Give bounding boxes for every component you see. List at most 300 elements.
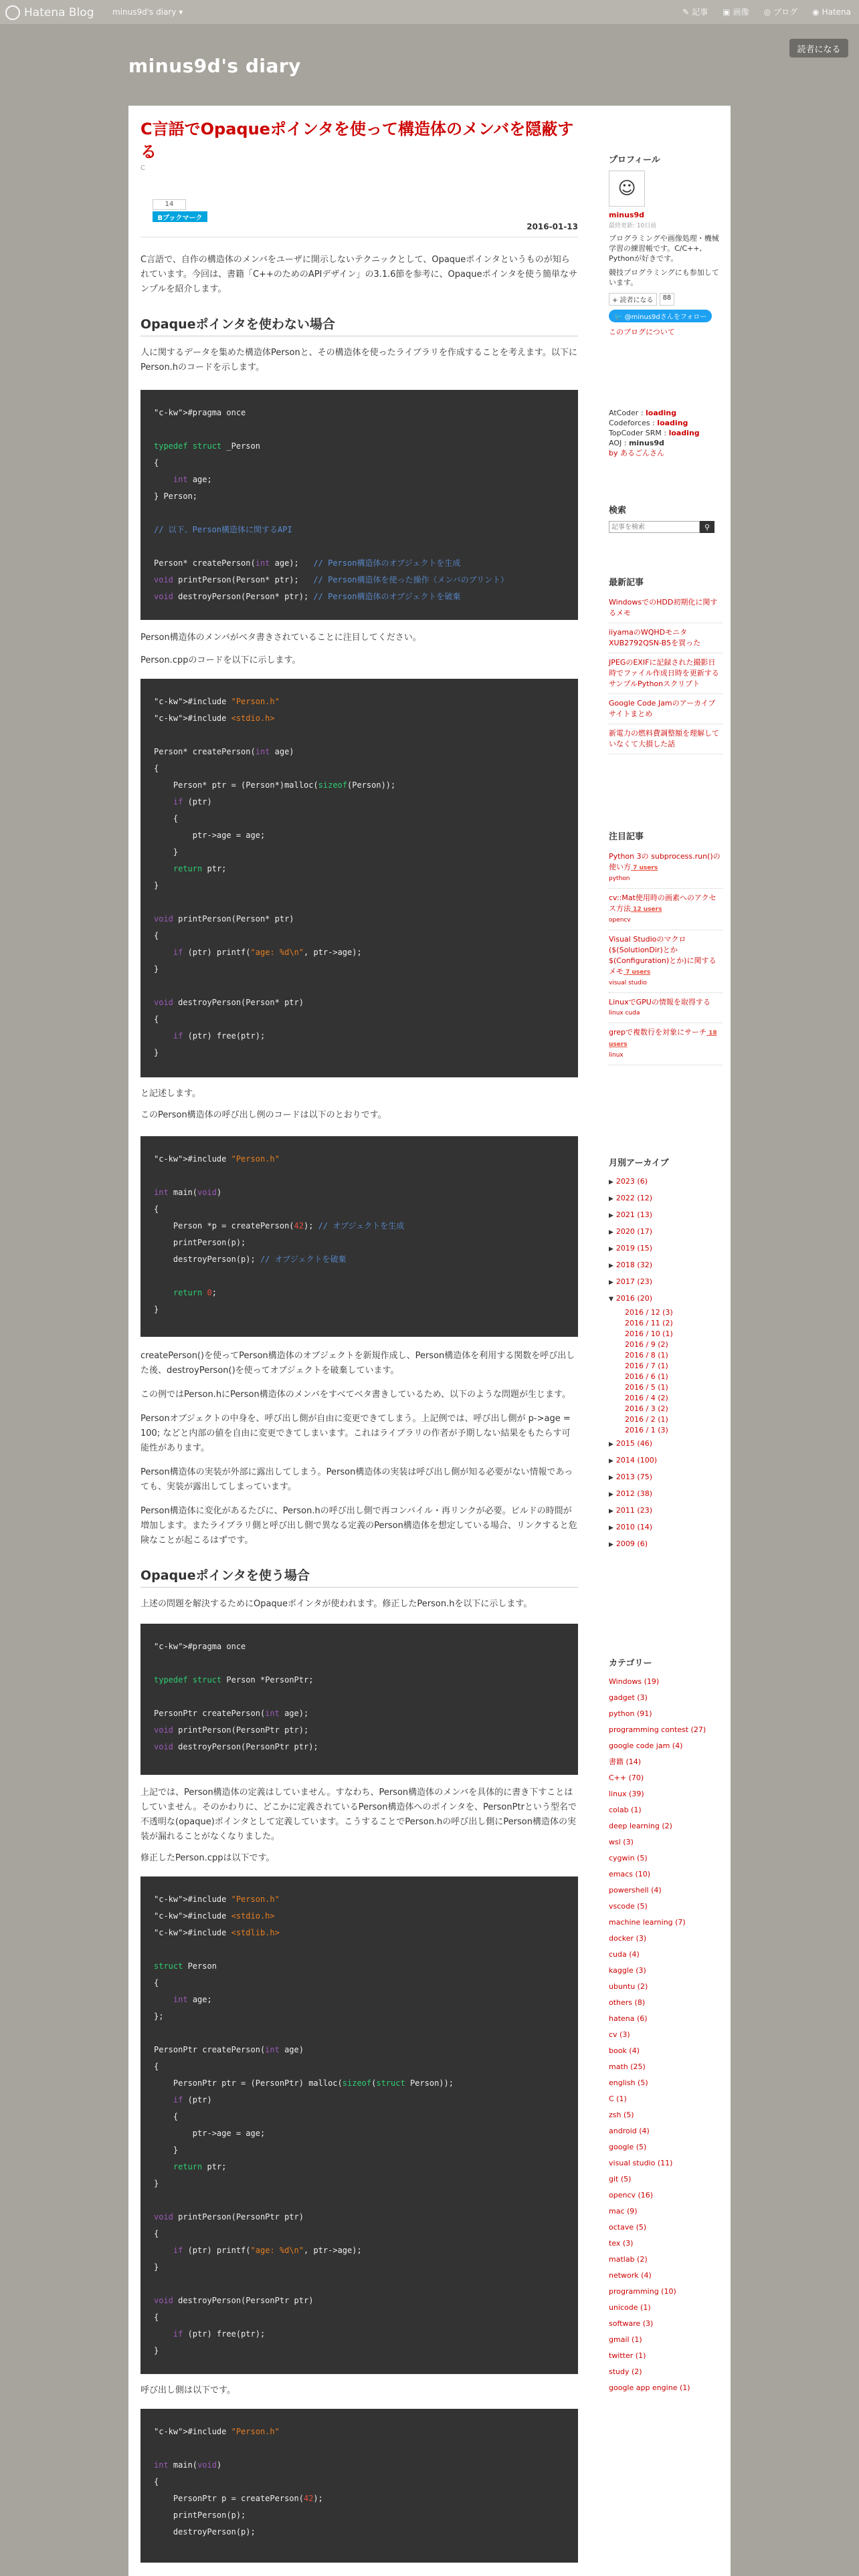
category-link[interactable]: C (1) xyxy=(609,2095,627,2103)
code-line: } xyxy=(154,964,159,974)
code-line: if (ptr) xyxy=(173,797,212,807)
code-line: PersonPtr p = createPerson(42); xyxy=(154,2494,323,2503)
category-link[interactable]: study (2) xyxy=(609,2367,642,2376)
archive-month[interactable]: 2016 / 3 (2) xyxy=(625,1404,668,1413)
triangle-right-icon[interactable]: ▶ xyxy=(609,1491,613,1498)
code-line: void printPerson(Person* ptr); // Person構造体を使った操作（メンバのプリント） xyxy=(154,575,509,584)
search-input[interactable] xyxy=(609,521,700,533)
code-line: "c-kw">#include "Person.h" xyxy=(154,2427,280,2436)
code-block xyxy=(140,679,578,1077)
bookmark-users-count[interactable]: 18 users xyxy=(609,1030,717,1048)
code-line: void destroyPerson(PersonPtr ptr) xyxy=(154,2296,314,2305)
profile-name[interactable]: minus9d xyxy=(609,211,644,219)
profile-description-2: 競技プログラミングにも参加しています。 xyxy=(609,268,719,287)
code-line: return ptr; xyxy=(173,864,227,873)
code-line: "c-kw">#pragma once xyxy=(154,1642,246,1651)
code-line: { xyxy=(154,1204,159,1214)
category-link[interactable]: Windows (19) xyxy=(609,1677,660,1686)
code-line: Person* ptr = (Person*)malloc(sizeof(Person)); xyxy=(154,780,396,790)
category-link[interactable]: octave (5) xyxy=(609,2223,647,2232)
code-line: Person* createPerson(int age); // Person構造体のオブジェクトを生成 xyxy=(154,558,461,568)
entry-body xyxy=(140,243,578,2563)
archive-month[interactable]: 2016 / 5 (1) xyxy=(625,1383,668,1392)
hatena-bookmark-button[interactable]: Bブックマーク xyxy=(153,211,207,222)
code-line: { xyxy=(154,931,159,940)
triangle-right-icon[interactable]: ▶ xyxy=(609,1441,613,1448)
category-link[interactable]: git (5) xyxy=(609,2175,632,2183)
category-link[interactable]: zsh (5) xyxy=(609,2111,634,2119)
code-line: void destroyPerson(PersonPtr ptr); xyxy=(154,1742,318,1751)
bookmark-users-count[interactable]: 7 users xyxy=(631,865,658,871)
popular-article-tag[interactable]: opencv xyxy=(609,917,631,924)
archive-year-label[interactable]: 2019 (15) xyxy=(615,1244,652,1253)
archive-year-label[interactable]: 2022 (12) xyxy=(615,1194,652,1202)
category-module xyxy=(609,1656,723,2396)
profile-heading: プロフィール xyxy=(609,155,660,165)
code-line xyxy=(154,1941,565,1958)
category-link[interactable]: software (3) xyxy=(609,2319,654,2328)
global-header xyxy=(0,0,859,24)
code-line: Person *p = createPerson(42); // オブジェクトを生成 xyxy=(154,1221,405,1230)
search-heading: 検索 xyxy=(609,506,627,516)
archive-year-label[interactable]: 2015 (46) xyxy=(615,1439,652,1448)
triangle-right-icon[interactable]: ▶ xyxy=(609,1508,613,1515)
popular-article-title[interactable]: cv::Mat使用時の画素へのアクセス方法 xyxy=(609,893,717,913)
nav-blog[interactable]: ◎ ブログ xyxy=(763,7,798,17)
category-link[interactable]: docker (3) xyxy=(609,1934,647,1943)
popular-heading: 注目記事 xyxy=(609,832,644,842)
paragraph: Personオブジェクトの中身を、呼び出し側が自由に変更できてしまう。上記例では、呼び出し側が p->age = 100; などと内部の値を自由に変更できてしまいます。これはライブラリの作者が予期しない結果をもたらす可能性があります。 xyxy=(140,1414,571,1453)
category-link[interactable]: others (8) xyxy=(609,1998,646,2007)
code-line: if (ptr) free(ptr); xyxy=(173,2329,266,2339)
code-line: struct Person xyxy=(154,1961,217,1971)
code-line: "c-kw">#pragma once xyxy=(154,408,246,417)
header-blog-name[interactable]: minus9d's diary ▾ xyxy=(112,7,183,17)
code-line xyxy=(154,978,565,994)
code-block xyxy=(140,390,578,620)
paragraph: 修正したPerson.cppは以下です。 xyxy=(140,1853,275,1863)
archive-month[interactable]: 2016 / 4 (2) xyxy=(625,1394,668,1402)
code-line: PersonPtr ptr = (PersonPtr) malloc(sizeof(struct Person)); xyxy=(154,2078,454,2088)
rating-value[interactable]: loading xyxy=(657,419,688,427)
category-link[interactable]: 書籍 (14) xyxy=(609,1757,642,1766)
hatena-blog-logo[interactable] xyxy=(5,5,94,20)
code-line: PersonPtr createPerson(int age); xyxy=(154,1709,309,1718)
category-link[interactable]: wsl (3) xyxy=(609,1838,634,1846)
recent-article-link[interactable]: WindowsでのHDD初期化に関するメモ xyxy=(609,593,723,623)
code-line: "c-kw">#include "Person.h" xyxy=(154,697,280,706)
code-line xyxy=(154,421,565,438)
code-line: destroyPerson(p); // オブジェクトを破棄 xyxy=(154,1255,347,1264)
archive-month[interactable]: 2016 / 10 (1) xyxy=(625,1329,673,1338)
popular-article-title[interactable]: Python 3の subprocess.run()の使い方 xyxy=(609,852,721,871)
category-link[interactable]: twitter (1) xyxy=(609,2351,646,2360)
code-block xyxy=(140,1624,578,1775)
category-link[interactable]: google app engine (1) xyxy=(609,2383,690,2392)
category-link[interactable]: deep learning (2) xyxy=(609,1822,672,1830)
header-nav xyxy=(682,6,851,17)
header-blog-name-text: minus9d's diary xyxy=(112,7,177,17)
profile-last-updated: 最終更新: 10日前 xyxy=(609,223,657,229)
section-heading: Opaqueポインタを使わない場合 xyxy=(140,317,578,336)
rating-value[interactable]: loading xyxy=(668,429,700,437)
code-line: typedef struct Person *PersonPtr; xyxy=(154,1675,314,1685)
archive-year-label[interactable]: 2012 (38) xyxy=(615,1489,652,1498)
hatena-logo-icon xyxy=(5,5,20,20)
code-line: PersonPtr createPerson(int age) xyxy=(154,2045,304,2054)
code-line: { xyxy=(154,1978,159,1988)
recent-heading: 最新記事 xyxy=(609,578,644,588)
code-line: void printPerson(Person* ptr) xyxy=(154,914,294,924)
code-line: } xyxy=(154,2179,159,2188)
archive-year-label[interactable]: 2020 (17) xyxy=(615,1227,652,1236)
rating-label: AtCoder : xyxy=(609,409,644,417)
rating-codeforces xyxy=(609,418,723,428)
profile-module xyxy=(609,152,723,337)
nav-write[interactable]: ✎ 記事 xyxy=(682,7,708,17)
code-line: } xyxy=(154,2262,159,2272)
code-line: } xyxy=(154,847,179,857)
popular-article-title[interactable]: LinuxでGPUの情報を取得する xyxy=(609,998,710,1006)
archive-year[interactable] xyxy=(609,1190,723,1207)
recent-module xyxy=(609,575,723,754)
entry-title[interactable]: C言語でOpaqueポインタを使って構造体のメンバを隠蔽する xyxy=(140,120,574,161)
paragraph: このPerson構造体の呼び出し例のコードは以下のとおりです。 xyxy=(140,1110,387,1120)
code-line xyxy=(154,1168,565,1184)
category-link[interactable]: english (5) xyxy=(609,2078,648,2087)
archive-year[interactable] xyxy=(609,1291,723,1307)
section-heading: Opaqueポインタを使う場合 xyxy=(140,1568,578,1588)
entry-date[interactable]: 2016-01-13 xyxy=(527,222,578,231)
category-link[interactable]: powershell (4) xyxy=(609,1886,662,1895)
page-container xyxy=(128,106,731,2576)
code-line: { xyxy=(154,2112,179,2121)
popular-article[interactable] xyxy=(609,1023,723,1065)
code-line xyxy=(154,505,565,522)
archive-month[interactable]: 2016 / 1 (3) xyxy=(625,1426,668,1434)
rating-value[interactable]: minus9d xyxy=(628,439,664,447)
category-link[interactable]: gmail (1) xyxy=(609,2335,642,2344)
code-line: void printPerson(PersonPtr ptr); xyxy=(154,1725,309,1735)
code-line: ptr->age = age; xyxy=(154,2129,266,2138)
popular-article[interactable] xyxy=(609,847,723,889)
code-block xyxy=(140,1876,578,2374)
ratings-credit[interactable]: by あるごんさん xyxy=(609,449,664,457)
code-line xyxy=(154,2025,565,2042)
category-link[interactable]: gadget (3) xyxy=(609,1693,648,1702)
archive-year-label[interactable]: 2021 (13) xyxy=(615,1210,652,1219)
code-line: { xyxy=(154,1014,159,1024)
blog-title[interactable]: minus9d's diary xyxy=(128,55,301,77)
paragraph: 上記では、Person構造体の定義はしていません。すなわち、Person構造体のメンバを具体的に書き下すことはしていません。そのかわりに、どこかに定義されているPerson構造体へのポインタを、PersonPtrという型名で不透明な(opaque)ポインタとして定義しています。こうすることでPerson.hの呼び出し側にPerson構造体の実装が漏れることがなくなりました。 xyxy=(140,1788,577,1842)
triangle-right-icon[interactable]: ▶ xyxy=(609,1179,613,1186)
code-line: { xyxy=(154,814,179,823)
entry-category[interactable]: C xyxy=(140,165,145,172)
subscribe-row xyxy=(609,293,723,306)
code-line: if (ptr) printf("age: %d\n", ptr->age); xyxy=(173,948,362,957)
category-link[interactable]: machine learning (7) xyxy=(609,1918,686,1927)
archive-year[interactable] xyxy=(609,1274,723,1291)
profile-description: プログラミングや画像処理・機械学習の練習帳です。C/C++, Pythonが好きです。 xyxy=(609,234,719,263)
bookmark-users-count[interactable]: 7 users xyxy=(624,969,651,976)
category-link[interactable]: cv (3) xyxy=(609,2030,630,2039)
triangle-right-icon[interactable]: ▶ xyxy=(609,1229,613,1236)
category-link[interactable]: google code jam (4) xyxy=(609,1741,683,1750)
code-line: }; xyxy=(154,2012,164,2021)
archive-year[interactable] xyxy=(609,1453,723,1469)
code-line: { xyxy=(154,764,159,773)
code-line: void destroyPerson(Person* ptr); // Person構造体のオブジェクトを破棄 xyxy=(154,592,461,601)
archive-year[interactable] xyxy=(609,1469,723,1486)
paragraph: createPerson()を使ってPerson構造体のオブジェクトを新規作成し、Person構造体を利用する関数を呼び出した後、destroyPerson()を使ってオブジェクトを破棄しています。 xyxy=(140,1351,575,1376)
search-icon[interactable]: ⚲ xyxy=(700,521,714,533)
rating-label: Codeforces : xyxy=(609,419,655,427)
popular-article-tag[interactable]: linux cuda xyxy=(609,1010,640,1016)
code-line: return ptr; xyxy=(173,2162,227,2171)
category-heading: カテゴリー xyxy=(609,1658,652,1669)
code-line: int main(void) xyxy=(154,2460,222,2470)
category-link[interactable]: unicode (1) xyxy=(609,2303,651,2312)
category-link[interactable]: network (4) xyxy=(609,2271,652,2280)
triangle-right-icon[interactable]: ▶ xyxy=(609,1458,613,1465)
paragraph: C言語で、自作の構造体のメンバをユーザに開示しないテクニックとして、Opaqueポインタというものが知られています。今回は、書籍「C++のためのAPIデザイン」の3.1.6節を参考に、Opaqueポインタを使う簡単なサンプルを紹介します。 xyxy=(140,255,577,294)
category-link[interactable]: programming contest (27) xyxy=(609,1725,706,1734)
code-line: if (ptr) free(ptr); xyxy=(173,1031,266,1041)
paragraph: と記述します。 xyxy=(140,1089,201,1099)
twitter-bird-icon: 🐦 xyxy=(614,314,625,321)
category-link[interactable]: opencv (16) xyxy=(609,2191,654,2199)
rating-value[interactable]: loading xyxy=(646,409,677,417)
code-line: if (ptr) printf("age: %d\n", ptr->age); xyxy=(173,2246,362,2255)
twitter-follow-label: @minus9dさんをフォロー xyxy=(624,314,707,321)
popular-article-title[interactable]: Visual Studioのマクロ($(SolutionDir)とか$(Configuration)とか)に関するメモ xyxy=(609,935,717,976)
code-line xyxy=(154,2440,565,2457)
triangle-right-icon[interactable]: ▶ xyxy=(609,1541,613,1548)
code-line: { xyxy=(154,2062,159,2071)
code-line: int main(void) xyxy=(154,1188,222,1197)
paragraph: この例ではPerson.hにPerson構造体のメンバをすべてベタ書きしているため、以下のような問題が生じます。 xyxy=(140,1390,571,1400)
triangle-right-icon[interactable]: ▶ xyxy=(609,1279,613,1286)
triangle-right-icon[interactable]: ▶ xyxy=(609,1475,613,1481)
entry xyxy=(140,106,578,2537)
recent-article-link[interactable]: Google Code Jamのアーカイブサイトまとめ xyxy=(609,694,723,724)
code-line: } xyxy=(154,1048,159,1057)
popular-article[interactable] xyxy=(609,993,723,1023)
triangle-right-icon[interactable]: ▶ xyxy=(609,1263,613,1269)
category-link[interactable]: visual studio (11) xyxy=(609,2159,673,2167)
code-line: "c-kw">#include <stdio.h> xyxy=(154,714,275,723)
code-block xyxy=(140,1136,578,1337)
code-line: } xyxy=(154,881,159,890)
code-block xyxy=(140,2409,578,2563)
nav-images-label: 画像 xyxy=(733,7,749,17)
popular-article-tag[interactable]: linux xyxy=(609,1052,624,1059)
archive-month[interactable]: 2016 / 8 (1) xyxy=(625,1351,668,1360)
nav-hatena-label: Hatena xyxy=(822,7,851,17)
code-line: { xyxy=(154,458,159,467)
code-line: Person* createPerson(int age) xyxy=(154,747,294,756)
category-link[interactable]: programming (10) xyxy=(609,2287,676,2296)
category-link[interactable]: matlab (2) xyxy=(609,2255,648,2264)
code-line: int age; xyxy=(173,475,212,484)
archive-month[interactable]: 2016 / 6 (1) xyxy=(625,1372,668,1381)
code-line: destroyPerson(p); xyxy=(154,2527,256,2537)
nav-write-label: 記事 xyxy=(692,7,708,17)
code-line: return 0; xyxy=(173,1288,217,1297)
archive-month[interactable]: 2016 / 12 (3) xyxy=(625,1308,673,1317)
code-line xyxy=(154,538,565,555)
search-module xyxy=(609,503,723,533)
archive-month[interactable]: 2016 / 2 (1) xyxy=(625,1415,668,1424)
archive-year-label[interactable]: 2009 (6) xyxy=(615,1539,648,1548)
archive-month[interactable]: 2016 / 9 (2) xyxy=(625,1340,668,1349)
archive-year[interactable] xyxy=(609,1207,723,1224)
code-line xyxy=(154,1268,565,1285)
rating-topcoder xyxy=(609,428,723,438)
category-link[interactable]: vscode (5) xyxy=(609,1902,648,1911)
triangle-right-icon[interactable]: ▶ xyxy=(609,1212,613,1219)
code-line: printPerson(p); xyxy=(154,1238,246,1247)
paragraph: 人に関するデータを集めた構造体Personと、その構造体を使ったライブラリを作成することを考えます。以下にPerson.hのコードを示します。 xyxy=(140,348,577,372)
code-line xyxy=(154,2192,565,2209)
code-line: { xyxy=(154,2477,159,2486)
archive-year[interactable] xyxy=(609,1174,723,1190)
archive-year[interactable] xyxy=(609,1241,723,1257)
code-line: { xyxy=(154,2229,159,2238)
category-link[interactable]: google (5) xyxy=(609,2143,647,2151)
archive-year[interactable] xyxy=(609,1486,723,1503)
archive-year-label[interactable]: 2011 (23) xyxy=(615,1506,652,1515)
archive-year-label[interactable]: 2016 (20) xyxy=(615,1294,652,1303)
category-link[interactable]: emacs (10) xyxy=(609,1870,651,1879)
code-line: void destroyPerson(Person* ptr) xyxy=(154,998,304,1007)
popular-article[interactable] xyxy=(609,889,723,930)
subscriber-count: 88 xyxy=(660,293,675,306)
hatena-blog-logo-text: Hatena Blog xyxy=(24,6,94,19)
category-link[interactable]: C++ (70) xyxy=(609,1774,644,1782)
code-line xyxy=(154,1655,565,1672)
archive-month[interactable]: 2016 / 7 (1) xyxy=(625,1362,668,1370)
code-line: { xyxy=(154,2313,159,2322)
archive-year[interactable] xyxy=(609,1519,723,1536)
subscribe-button[interactable]: 読者になる xyxy=(789,39,848,58)
paragraph: Person構造体のメンバがベタ書きされていることに注目してください。 xyxy=(140,633,421,643)
code-line: } xyxy=(154,2145,179,2155)
category-link[interactable]: cygwin (5) xyxy=(609,1854,648,1862)
triangle-right-icon[interactable]: ▶ xyxy=(609,1246,613,1253)
recent-article-link[interactable]: 新電力の燃料費調整額を理解していなくて大損した話 xyxy=(609,724,723,754)
popular-article-title[interactable]: grepで複数行を対象にサーチ xyxy=(609,1028,707,1037)
code-line: "c-kw">#include <stdio.h> xyxy=(154,1911,275,1921)
recent-article-link[interactable]: iiyamaのWQHDモニタXUB2792QSN-B5を買った xyxy=(609,623,723,653)
category-link[interactable]: book (4) xyxy=(609,2046,640,2055)
archive-year[interactable] xyxy=(609,1436,723,1453)
archive-year[interactable] xyxy=(609,1257,723,1274)
popular-module xyxy=(609,829,723,1065)
code-line xyxy=(154,2276,565,2292)
paragraph: Person.cppのコードを以下に示します。 xyxy=(140,655,301,665)
archive-year[interactable] xyxy=(609,1503,723,1519)
archive-month[interactable]: 2016 / 11 (2) xyxy=(625,1319,673,1327)
paragraph: Person構造体に変化があるたびに、Person.hの呼び出し側で再コンパイル・再リンクが必要。ビルドの時間が増加します。またライブラリ側と呼び出し側で異なる定義のPerson構造体を想定している場合、リンクすると危険なことが起こるはずです。 xyxy=(140,1506,577,1545)
paragraph: 呼び出し側は以下です。 xyxy=(140,2385,235,2395)
code-line: } Person; xyxy=(154,492,198,501)
code-line: // 以下、Person構造体に関するAPI xyxy=(154,525,292,534)
archive-year-label[interactable]: 2014 (100) xyxy=(615,1456,657,1465)
triangle-right-icon[interactable]: ▶ xyxy=(609,1525,613,1531)
about-link[interactable]: このブログについて xyxy=(609,328,675,336)
popular-article[interactable] xyxy=(609,930,723,993)
archive-year-label[interactable]: 2013 (75) xyxy=(615,1473,652,1481)
ratings-module xyxy=(609,408,723,458)
code-line: void printPerson(PersonPtr ptr) xyxy=(154,2212,304,2222)
bookmark-count[interactable]: 14 xyxy=(153,199,186,210)
archive-year-label[interactable]: 2023 (6) xyxy=(615,1177,648,1186)
code-line: typedef struct _Person xyxy=(154,441,260,451)
category-link[interactable]: colab (1) xyxy=(609,1806,642,1814)
category-link[interactable]: ubuntu (2) xyxy=(609,1982,648,1991)
archive-year-label[interactable]: 2017 (23) xyxy=(615,1277,652,1286)
archive-module xyxy=(609,1156,723,1553)
code-line: "c-kw">#include <stdlib.h> xyxy=(154,1928,280,1937)
rating-label: AOJ : xyxy=(609,439,627,447)
triangle-right-icon[interactable]: ▶ xyxy=(609,1196,613,1202)
recent-article-link[interactable]: JPEGのEXIFに記録された撮影日時でファイル作成日時を更新するサンプルPythonスクリプト xyxy=(609,653,723,694)
category-link[interactable]: python (91) xyxy=(609,1709,652,1718)
code-line: } xyxy=(154,2346,159,2355)
nav-hatena[interactable]: ◉ Hatena xyxy=(812,7,851,17)
archive-year-label[interactable]: 2010 (14) xyxy=(615,1523,652,1531)
code-line xyxy=(154,1689,565,1705)
popular-article-tag[interactable]: python xyxy=(609,875,630,882)
code-line: "c-kw">#include "Person.h" xyxy=(154,1154,280,1164)
archive-heading: 月別アーカイブ xyxy=(609,1158,669,1168)
code-line xyxy=(154,727,565,744)
category-link[interactable]: tex (3) xyxy=(609,2239,634,2248)
rating-aoj xyxy=(609,438,723,448)
code-line xyxy=(154,894,565,911)
code-line: int age; xyxy=(173,1995,212,2004)
code-line: printPerson(p); xyxy=(154,2510,246,2520)
nav-images[interactable]: ▣ 画像 xyxy=(723,7,749,17)
popular-article-tag[interactable]: visual studio xyxy=(609,980,647,986)
rating-atcoder xyxy=(609,408,723,418)
archive-year[interactable] xyxy=(609,1224,723,1241)
category-link[interactable]: math (25) xyxy=(609,2062,646,2071)
archive-year[interactable] xyxy=(609,1536,723,1553)
category-link[interactable]: mac (9) xyxy=(609,2207,638,2216)
category-link[interactable]: kaggle (3) xyxy=(609,1966,646,1975)
triangle-down-icon[interactable]: ▼ xyxy=(609,1296,613,1303)
code-line: if (ptr) xyxy=(173,2095,212,2105)
code-line: ptr->age = age; xyxy=(154,831,266,840)
code-line: "c-kw">#include "Person.h" xyxy=(154,1895,280,1904)
category-link[interactable]: hatena (6) xyxy=(609,2014,648,2023)
category-link[interactable]: cuda (4) xyxy=(609,1950,640,1959)
nav-blog-label: ブログ xyxy=(773,7,798,17)
archive-year-label[interactable]: 2018 (32) xyxy=(615,1261,652,1269)
sidebar-subscribe-button[interactable]: + 読者になる xyxy=(609,293,657,306)
rating-label: TopCoder SRM : xyxy=(609,429,667,437)
category-link[interactable]: linux (39) xyxy=(609,1790,644,1798)
paragraph: 上述の問題を解決するためにOpaqueポインタが使われます。修正したPerson.hを以下に示します。 xyxy=(140,1599,533,1609)
avatar[interactable]: ☺ xyxy=(609,171,645,207)
search-form xyxy=(609,521,723,533)
bookmark-users-count[interactable]: 12 users xyxy=(631,906,662,913)
paragraph: Person構造体の実装が外部に露出してしまう。Person構造体の実装は呼び出し側が知る必要がない情報であっても、実装が露出してしまっています。 xyxy=(140,1467,573,1492)
twitter-follow-button[interactable] xyxy=(609,310,712,322)
category-link[interactable]: android (4) xyxy=(609,2127,650,2135)
